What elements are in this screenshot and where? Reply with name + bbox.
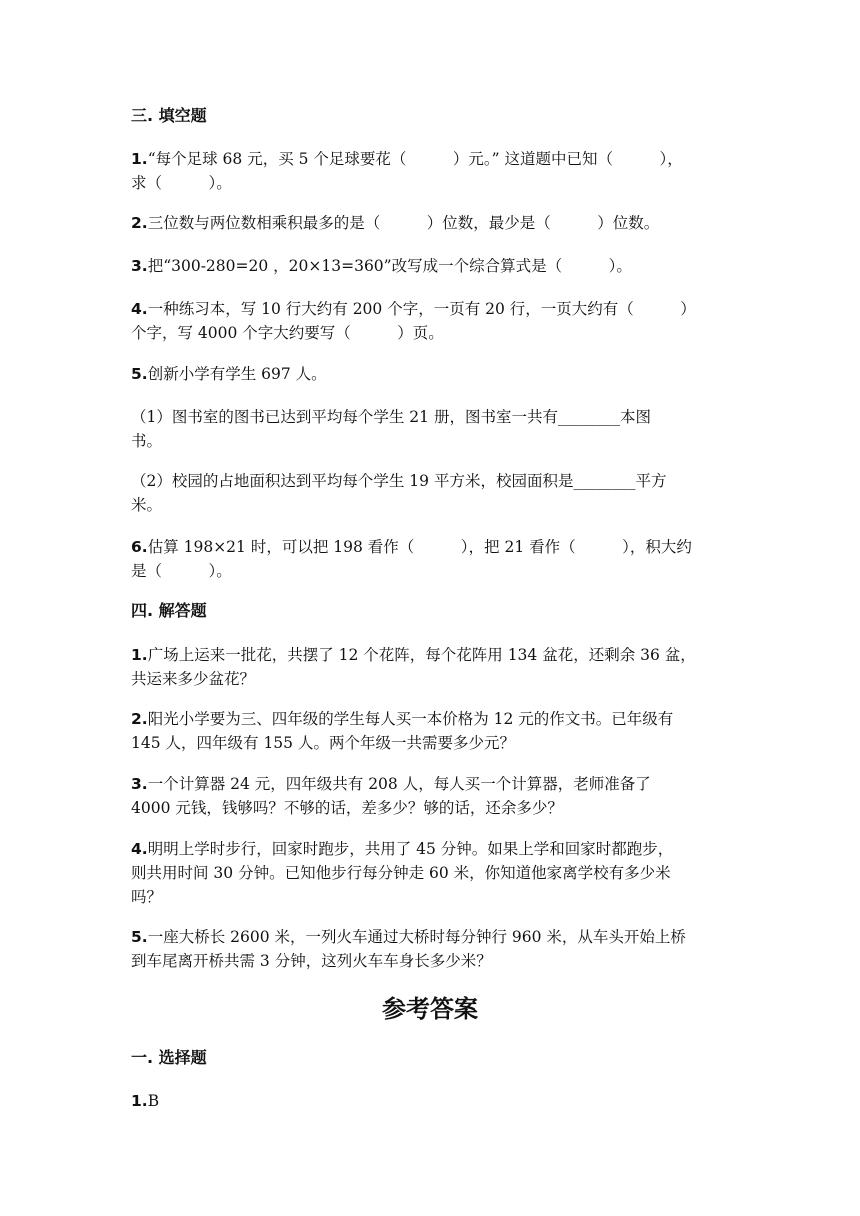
question-text: 一座大桥长 2600 米，一列火车通过大桥时每分钟行 960 米，从车头开始上桥 (147, 928, 686, 946)
question-text: 估算 198×21 时，可以把 198 看作（ ），把 21 看作（ ），积大约 (147, 538, 692, 556)
question-line: 145 人，四年级有 155 人。两个年级一共需要多少元？ (131, 734, 515, 752)
question-number: 1. (131, 646, 148, 664)
answer-key-title: 参考答案 (382, 994, 478, 1023)
answer-number: 1. (131, 1092, 148, 1110)
question-number: 3. (131, 775, 148, 793)
question-line (131, 211, 741, 235)
question-line (131, 147, 741, 171)
question-text: “每个足球 68 元，买 5 个足球要花（ ）元。” 这道题中已知（ ）， (147, 150, 683, 168)
question-4-2 (131, 707, 741, 755)
question-line (131, 643, 741, 667)
section-title-fill-blank: 三. 填空题 (131, 106, 207, 125)
question-line (131, 362, 741, 386)
question-line: （2）校园的占地面积达到平均每个学生 19 平方米，校园面积是________平方 (131, 472, 667, 490)
question-text: 三位数与两位数相乘积最多的是（ ）位数，最少是（ ）位数。 (147, 214, 660, 232)
section-title-multiple-choice: 一. 选择题 (131, 1048, 207, 1067)
question-line (131, 837, 741, 861)
question-line: 4000 元钱，钱够吗？不够的话，差多少？够的话，还余多少？ (131, 799, 563, 817)
question-3-1 (131, 147, 741, 195)
question-line: （1）图书室的图书已达到平均每个学生 21 册，图书室一共有________本图 (131, 408, 651, 426)
question-line (131, 707, 741, 731)
question-line (131, 772, 741, 796)
question-number: 2. (131, 710, 148, 728)
question-line: 求（ ）。 (131, 174, 232, 192)
question-number: 2. (131, 214, 148, 232)
question-text: 一个计算器 24 元，四年级共有 208 人，每人买一个计算器，老师准备了 (147, 775, 651, 793)
question-line (131, 535, 741, 559)
question-line: 米。 (131, 496, 163, 514)
question-number: 4. (131, 300, 148, 318)
question-line: 个字，写 4000 个字大约要写（ ）页。 (131, 324, 444, 342)
question-text: 创新小学有学生 697 人。 (147, 365, 327, 383)
question-line: 吗？ (131, 888, 163, 906)
question-line: 共运来多少盆花？ (131, 670, 256, 688)
question-4-1 (131, 643, 741, 691)
question-number: 4. (131, 840, 148, 858)
question-number: 5. (131, 365, 148, 383)
question-3-5-1 (131, 405, 741, 453)
question-3-2 (131, 211, 741, 235)
question-line (131, 925, 741, 949)
question-number: 3. (131, 257, 148, 275)
answer-1 (131, 1089, 741, 1113)
question-text: 一种练习本，写 10 行大约有 200 个字，一页有 20 行，一页大约有（ ） (147, 300, 696, 318)
answer-line (131, 1089, 741, 1113)
question-text: 把“300-280=20 ，20×13=360”改写成一个综合算式是（ ）。 (147, 257, 632, 275)
question-3-5-2 (131, 469, 741, 517)
question-3-3 (131, 254, 741, 278)
question-line (131, 297, 741, 321)
answer-text: B (147, 1092, 160, 1110)
question-line: 到车尾离开桥共需 3 分钟，这列火车车身长多少米？ (131, 952, 492, 970)
question-text: 明明上学时步行，回家时跑步，共用了 45 分钟。如果上学和回家时都跑步， (147, 840, 674, 858)
question-4-3 (131, 772, 741, 820)
question-text: 广场上运来一批花，共摆了 12 个花阵，每个花阵用 134 盆花，还剩余 36 盆， (147, 646, 696, 664)
question-4-4 (131, 837, 741, 909)
question-3-5 (131, 362, 741, 386)
question-number: 6. (131, 538, 148, 556)
section-title-word-problems: 四. 解答题 (131, 601, 207, 620)
question-line: 则共用时间 30 分钟。已知他步行每分钟走 60 米，你知道他家离学校有多少米 (131, 864, 671, 882)
question-number: 1. (131, 150, 148, 168)
question-line (131, 254, 741, 278)
question-text: 阳光小学要为三、四年级的学生每人买一本价格为 12 元的作文书。已年级有 (147, 710, 674, 728)
question-3-4 (131, 297, 741, 345)
question-3-6 (131, 535, 741, 583)
question-4-5 (131, 925, 741, 973)
question-line: 书。 (131, 432, 163, 450)
question-number: 5. (131, 928, 148, 946)
question-line: 是（ ）。 (131, 562, 232, 580)
